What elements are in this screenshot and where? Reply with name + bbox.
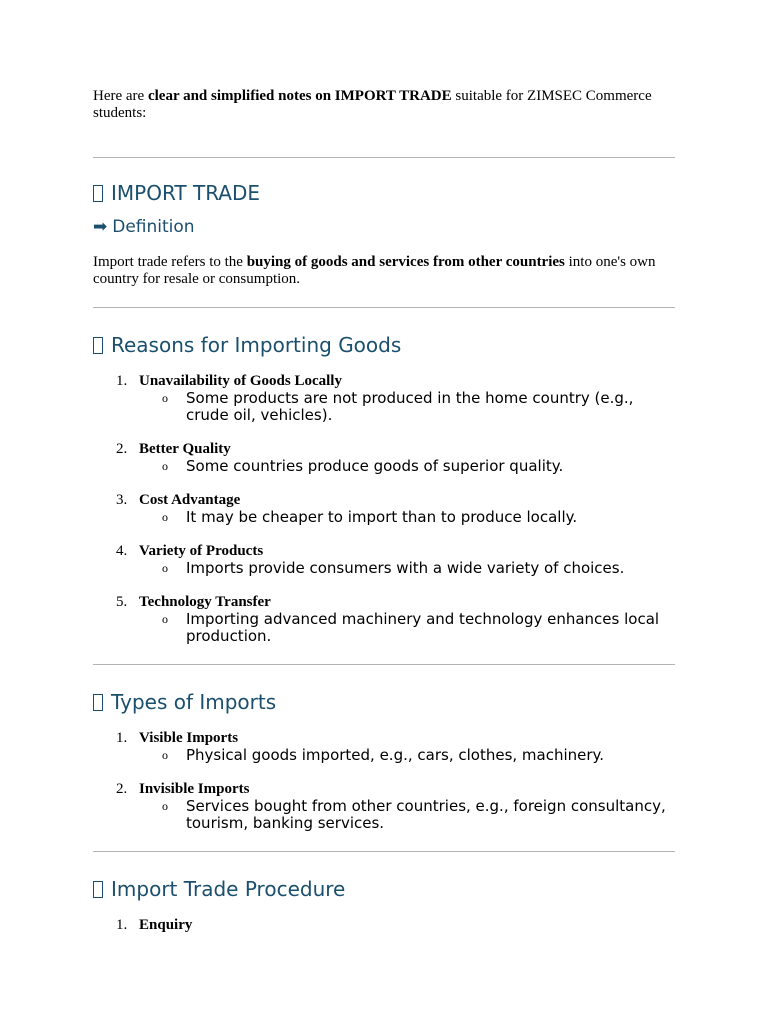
- list-number: 5.: [116, 594, 128, 610]
- type-detail: Physical goods imported, e.g., cars, clothes, machinery.: [186, 746, 605, 764]
- circle-bullet-icon: o: [162, 391, 168, 405]
- procedure-heading: [93, 877, 675, 901]
- definition-prefix: Import trade refers to the: [93, 254, 247, 270]
- procedure-list: [93, 917, 675, 934]
- circle-bullet-icon: o: [162, 459, 168, 473]
- list-spacer: [93, 475, 675, 492]
- list-spacer: [93, 424, 675, 441]
- reason-title: Technology Transfer: [139, 594, 271, 610]
- list-item: [93, 543, 675, 577]
- list-item: [93, 373, 675, 424]
- reason-title: Better Quality: [139, 441, 231, 457]
- page-title-text: IMPORT TRADE: [111, 181, 260, 205]
- type-title: Visible Imports: [139, 730, 239, 746]
- reasons-heading-text: Reasons for Importing Goods: [111, 333, 402, 357]
- sub-list-item: [139, 390, 675, 424]
- right-arrow-icon: ➡: [93, 217, 108, 237]
- intro-bold-text: clear and simplified notes on IMPORT TRADE: [147, 88, 452, 104]
- circle-bullet-icon: o: [162, 612, 168, 626]
- circle-bullet-icon: o: [162, 748, 168, 762]
- sub-list-item: [139, 611, 675, 645]
- intro-paragraph: [93, 88, 675, 122]
- types-list: [93, 730, 675, 832]
- definition-suffix: into one's own country for resale or consumption.: [93, 254, 656, 287]
- reason-detail: It may be cheaper to import than to produce locally.: [186, 508, 578, 526]
- list-number: 1.: [116, 373, 128, 389]
- reason-detail: Some products are not produced in the home country (e.g., crude oil, vehicles).: [186, 389, 634, 424]
- sub-list: [139, 560, 675, 577]
- reason-title: Variety of Products: [139, 543, 264, 559]
- reasons-list: [93, 373, 675, 645]
- type-detail: Services bought from other countries, e.g., foreign consultancy, tourism, banking services.: [186, 797, 666, 832]
- list-number: 1.: [116, 730, 128, 746]
- sub-list: [139, 747, 675, 764]
- sub-list: [139, 509, 675, 526]
- missing-glyph-icon: [93, 185, 103, 202]
- reason-title: Unavailability of Goods Locally: [139, 373, 342, 389]
- procedure-step-title: Enquiry: [139, 917, 193, 933]
- sub-list-item: [139, 560, 675, 577]
- definition-heading: [93, 217, 675, 237]
- missing-glyph-icon: [93, 337, 103, 354]
- list-spacer: [93, 764, 675, 781]
- procedure-heading-text: Import Trade Procedure: [111, 877, 346, 901]
- types-heading-text: Types of Imports: [111, 690, 277, 714]
- definition-paragraph: [93, 254, 675, 288]
- type-title: Invisible Imports: [139, 781, 250, 797]
- list-number: 3.: [116, 492, 128, 508]
- sub-list-item: [139, 798, 675, 832]
- sub-list-item: [139, 509, 675, 526]
- sub-list-item: [139, 747, 675, 764]
- list-number: 4.: [116, 543, 128, 559]
- intro-prefix: Here are: [93, 88, 148, 104]
- missing-glyph-icon: [93, 694, 103, 711]
- definition-bold-text: buying of goods and services from other countries: [246, 254, 565, 270]
- sub-list: [139, 798, 675, 832]
- list-spacer: [93, 526, 675, 543]
- reason-detail: Some countries produce goods of superior quality.: [186, 457, 564, 475]
- sub-list: [139, 390, 675, 424]
- sub-list-item: [139, 458, 675, 475]
- missing-glyph-icon: [93, 881, 103, 898]
- sub-list: [139, 611, 675, 645]
- page-title: [93, 181, 675, 205]
- definition-heading-text: Definition: [112, 217, 195, 237]
- sub-list: [139, 458, 675, 475]
- list-item: [93, 730, 675, 764]
- circle-bullet-icon: o: [162, 510, 168, 524]
- list-item: [93, 917, 675, 934]
- reason-detail: Importing advanced machinery and technology enhances local production.: [186, 610, 660, 645]
- list-number: 2.: [116, 441, 128, 457]
- document-page: [93, 88, 675, 934]
- circle-bullet-icon: o: [162, 799, 168, 813]
- list-number: 1.: [116, 917, 128, 933]
- list-number: 2.: [116, 781, 128, 797]
- list-item: [93, 441, 675, 475]
- list-item: [93, 594, 675, 645]
- list-item: [93, 781, 675, 832]
- list-spacer: [93, 577, 675, 594]
- reason-title: Cost Advantage: [139, 492, 241, 508]
- reason-detail: Imports provide consumers with a wide variety of choices.: [186, 559, 625, 577]
- circle-bullet-icon: o: [162, 561, 168, 575]
- types-heading: [93, 690, 675, 714]
- intro-suffix: suitable for ZIMSEC Commerce students:: [93, 88, 652, 121]
- list-item: [93, 492, 675, 526]
- reasons-heading: [93, 333, 675, 357]
